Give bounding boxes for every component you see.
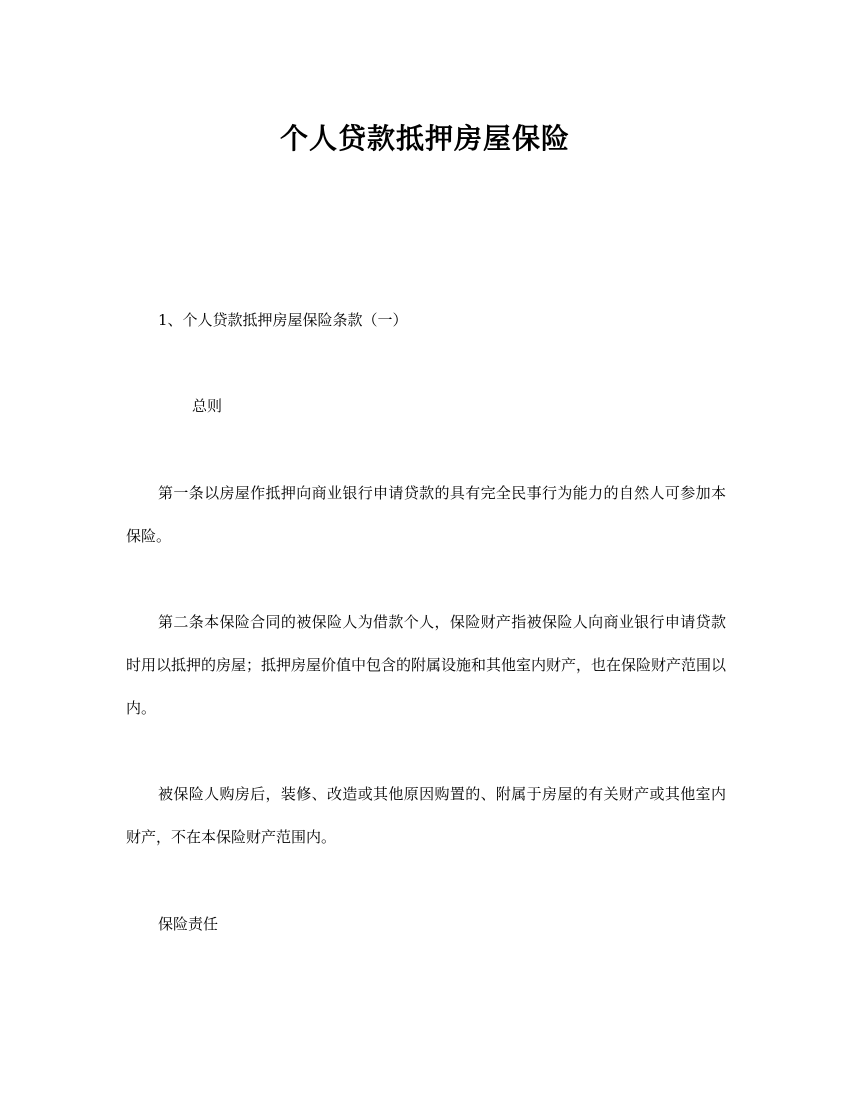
- article-2-exclusion-paragraph: 被保险人购房后，装修、改造或其他原因购置的、附属于房屋的有关财产或其他室内财产，不在本保险财产范围内。: [126, 785, 726, 846]
- section-heading-clause: 1、个人贷款抵押房屋保险条款（一）: [158, 311, 408, 329]
- document-title: 个人贷款抵押房屋保险: [279, 121, 570, 155]
- article-1-paragraph: 第一条以房屋作抵押向商业银行申请贷款的具有完全民事行为能力的自然人可参加本保险。: [126, 484, 726, 545]
- article-2-paragraph: 第二条本保险合同的被保险人为借款个人，保险财产指被保险人向商业银行申请贷款时用以抵押的房屋；抵押房屋价值中包含的附属设施和其他室内财产，也在保险财产范围以内。: [126, 613, 727, 717]
- section-heading-general: 总则: [192, 397, 223, 415]
- section-heading-liability: 保险责任: [158, 915, 219, 933]
